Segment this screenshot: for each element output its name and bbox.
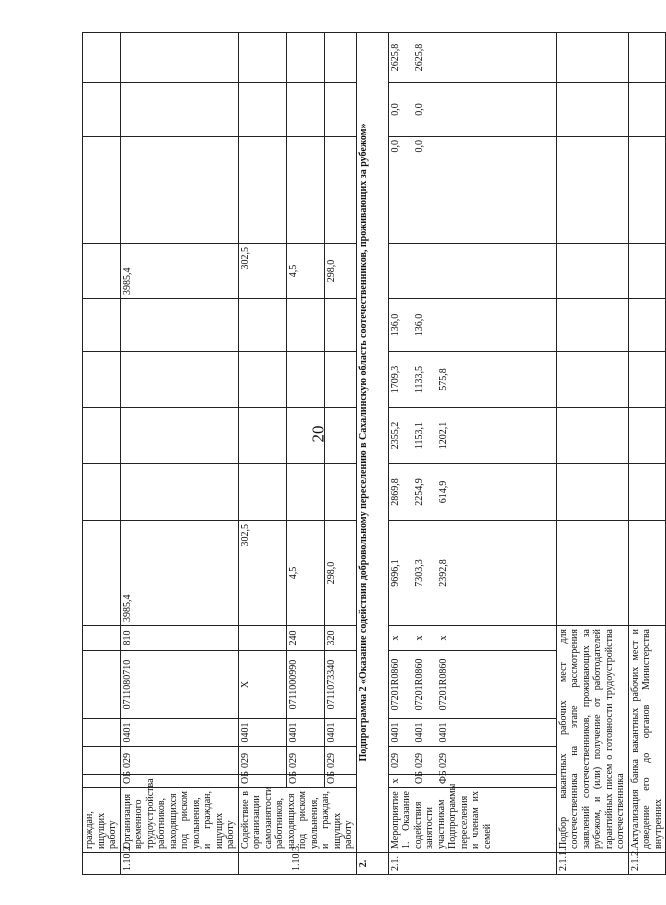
sub-val: 1202,1 [437, 421, 449, 450]
cell-num [83, 853, 121, 875]
cell-grbs: 029 [120, 747, 238, 775]
cell-num: 2.1.2. [628, 853, 666, 875]
cell-num: 2.1.1. [556, 853, 628, 875]
sub-val: 2254,9 [413, 478, 425, 506]
cell-total: 3985,4 [120, 521, 238, 626]
cell-rzpr [388, 719, 556, 747]
cell-vr: 240 [286, 626, 324, 651]
table-row [238, 33, 286, 875]
rotated-table-wrapper [82, 33, 664, 875]
sub-val: 614,9 [437, 480, 449, 504]
sub-val: 0,0 [389, 103, 401, 116]
cell-total: 4,5 [286, 521, 324, 626]
cell-vr [388, 626, 556, 651]
program-funding-table [82, 32, 666, 875]
sub-val: 2625,8 [389, 43, 401, 72]
table-row [356, 33, 388, 875]
sub-val: 136,0 [413, 313, 425, 337]
cell-grbs: 029 [286, 747, 324, 775]
sub-val: ОБ [413, 771, 425, 784]
sub-val: 0401 [413, 722, 425, 743]
sub-val: х [437, 635, 449, 641]
sub-val: 2392,8 [437, 559, 449, 587]
cell-year: 4,5 [286, 244, 324, 299]
sub-val: х [389, 635, 401, 641]
cell-rzpr: 0401 [238, 719, 286, 747]
cell-year [388, 464, 556, 521]
cell-source: ОБ [120, 775, 238, 788]
sub-val: 0401 [437, 722, 449, 743]
cell-num: 2.1. [388, 853, 556, 875]
cell-rzpr: 0401 [324, 719, 356, 747]
sub-val: 07201R0860 [437, 658, 449, 711]
sub-val: 1153,1 [413, 421, 425, 450]
sub-val: 2869,8 [389, 478, 401, 506]
cell-desc: Организация временного трудоустройства работников, находящихся под риском увольнения, и граждан, ищущих работу [120, 788, 238, 853]
cell-csr: 0711080710 [120, 651, 238, 719]
cell-csr [388, 651, 556, 719]
cell-desc [238, 788, 356, 853]
cell-year [388, 299, 556, 352]
sub-val: 07201R0860 [389, 658, 401, 711]
table-row [556, 33, 628, 875]
sub-val: 07201R0860 [413, 658, 425, 711]
cell-desc: Мероприятие 1. Оказание содействия занятости участникам Подпрограммы переселения и членам их семей [388, 788, 556, 853]
sub-val: 575,8 [437, 368, 449, 391]
subprogram-title: Подпрограмма 2 «Оказание содействия добровольному переселению в Сахалинскую область соотечественников, проживающих за рубежом» [356, 33, 388, 853]
cell-num: 1.10.2. [120, 853, 238, 875]
table-row [120, 33, 238, 875]
cell-csr: 0711000990 [286, 651, 324, 719]
desc-text-2: ищущих работу [331, 812, 354, 849]
table-row [324, 33, 356, 875]
cell-rzpr: 0401 [120, 719, 238, 747]
cell-grbs: 029 [324, 747, 356, 775]
cell-desc: граждан, ищущих работу [83, 788, 121, 853]
sub-val: 0,0 [413, 140, 425, 153]
cell-csr: 0711073340 [324, 651, 356, 719]
sub-val: 029 [413, 753, 425, 768]
sub-val: 0401 [389, 722, 401, 743]
sub-val: 7303,3 [413, 559, 425, 587]
cell-year: 302,5 [238, 244, 286, 299]
page-number: 20 [308, 425, 328, 443]
cell-source [388, 770, 556, 788]
sub-val: 2625,8 [413, 43, 425, 72]
cell-csr: Х [238, 651, 286, 719]
table-row [83, 33, 121, 875]
cell-year [388, 137, 556, 244]
cell-vr: 320 [324, 626, 356, 651]
sub-val: 136,0 [389, 313, 401, 337]
cell-desc: Актуализация банка вакантных рабочих мест и доведение его до органов Министерства внутренних [628, 626, 666, 853]
table-row [388, 33, 556, 875]
sub-val: 029 [389, 753, 401, 768]
table-row [628, 33, 666, 875]
cell-num: 1.10.3. [238, 853, 356, 875]
cell-source: ОБ [324, 775, 356, 788]
sub-val: 1133,5 [413, 365, 425, 394]
cell-source: ОБ [286, 775, 324, 788]
desc-text-1: Содействие в организации самозанятости работников, находящихся под риском увольнения, и граждан, [239, 786, 331, 849]
sub-val: ФБ [437, 770, 449, 784]
cell-year [388, 352, 556, 408]
sub-val: 9696,1 [389, 559, 401, 587]
sub-val: 029 [437, 753, 449, 768]
cell-year: 3985,4 [120, 244, 238, 299]
cell-total [388, 521, 556, 626]
cell-vr: 810 [120, 626, 238, 651]
cell-year [388, 33, 556, 83]
cell-total: 298,0 [324, 521, 356, 626]
cell-num: 2. [356, 853, 388, 875]
cell-year [388, 408, 556, 464]
cell-rzpr: 0401 [286, 719, 324, 747]
sub-val: 2355,2 [389, 421, 401, 450]
sub-val: х [389, 778, 401, 784]
sub-val: 0,0 [389, 140, 401, 153]
cell-total: 302,5 [238, 521, 286, 626]
cell-desc: Подбор вакантных рабочих мест для соотечественника на этапе рассмотрения заявлений соотечественников, проживающих за рубежом, и (или) получение от работодателей гарантийных писем о готовности трудоустройства соотечественника [556, 626, 628, 853]
sub-val: х [413, 635, 425, 641]
cell-year [388, 83, 556, 137]
cell-year [388, 244, 556, 299]
sub-val: 1709,3 [389, 365, 401, 394]
sub-val: 0,0 [413, 103, 425, 116]
table-row [286, 33, 324, 875]
cell-grbs: 029 [238, 747, 286, 775]
cell-year: 298,0 [324, 244, 356, 299]
cell-source: ОБ [238, 775, 286, 788]
